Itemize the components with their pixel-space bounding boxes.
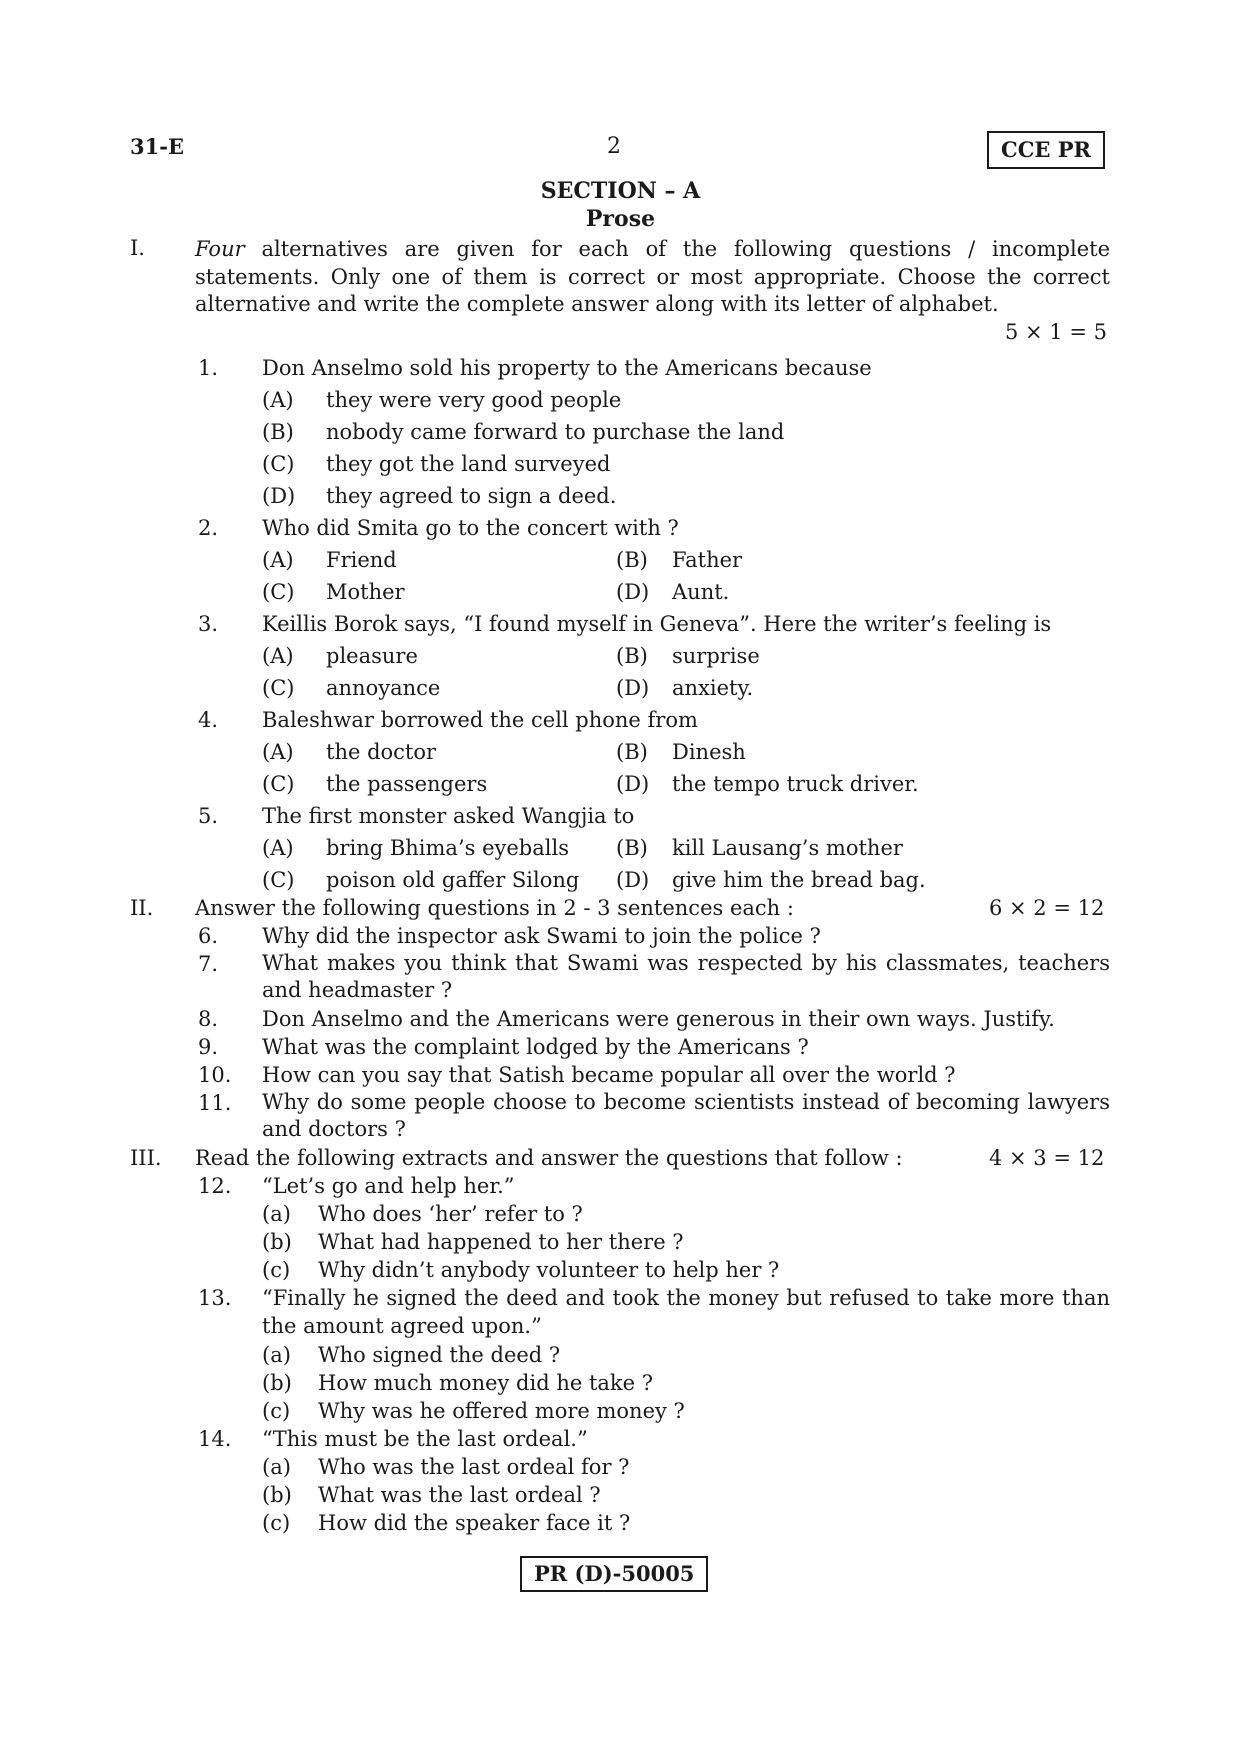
question-number: 6. — [198, 924, 219, 948]
question-text: Baleshwar borrowed the cell phone from — [262, 708, 698, 732]
option-text: poison old gaffer Silong — [326, 868, 580, 892]
section-title: SECTION – A — [540, 178, 701, 204]
part-2-number: II. — [130, 896, 154, 920]
sub-question-label: (c) — [262, 1399, 291, 1423]
question-text: What makes you think that Swami was respected by his classmates, teachers and headmaster ? — [262, 951, 1110, 1002]
option-label: (C) — [262, 452, 295, 476]
option-text: kill Lausang’s mother — [672, 836, 903, 860]
sub-question-label: (b) — [262, 1371, 292, 1395]
question-number: 12. — [198, 1174, 232, 1198]
option-text: Father — [672, 548, 743, 572]
question-text: Why did the inspector ask Swami to join the police ? — [262, 924, 821, 948]
option-text: anxiety. — [672, 676, 754, 700]
option-text: the doctor — [326, 740, 437, 764]
option-text: surprise — [672, 644, 760, 668]
sub-question-label: (a) — [262, 1202, 291, 1226]
option-label: (A) — [262, 548, 294, 572]
question-number: 9. — [198, 1035, 219, 1059]
question-text: How can you say that Satish became popular all over the world ? — [262, 1063, 956, 1087]
part-1-instruction-emphasis: Four — [195, 237, 245, 261]
question-number: 5. — [198, 804, 219, 828]
option-text: they agreed to sign a deed. — [326, 484, 617, 508]
option-label: (B) — [616, 644, 648, 668]
option-label: (B) — [262, 420, 294, 444]
sub-question-text: Who does ‘her’ refer to ? — [318, 1202, 583, 1226]
option-text: the passengers — [326, 772, 488, 796]
question-number: 2. — [198, 516, 219, 540]
option-label: (D) — [616, 868, 650, 892]
option-label: (D) — [616, 772, 650, 796]
question-text: Why do some people choose to become scientists instead of becoming lawyers and doctors ? — [262, 1090, 1110, 1141]
option-text: Mother — [326, 580, 405, 604]
sub-question-label: (c) — [262, 1258, 291, 1282]
question-number: 13. — [198, 1286, 232, 1310]
question-number: 11. — [198, 1091, 232, 1115]
sub-question-text: Why didn’t anybody volunteer to help her ? — [318, 1258, 780, 1282]
cce-pr-badge: CCE PR — [987, 131, 1105, 169]
question-number: 8. — [198, 1007, 219, 1031]
sub-question-text: Why was he offered more money ? — [318, 1399, 685, 1423]
page-number: 2 — [607, 134, 621, 159]
footer-code: PR (D)-50005 — [520, 1556, 708, 1592]
question-number: 14. — [198, 1427, 232, 1451]
option-text: Dinesh — [672, 740, 746, 764]
option-label: (B) — [616, 548, 648, 572]
option-text: nobody came forward to purchase the land — [326, 420, 785, 444]
option-text: give him the bread bag. — [672, 868, 926, 892]
part-3-number: III. — [130, 1146, 162, 1170]
question-number: 3. — [198, 612, 219, 636]
option-label: (A) — [262, 740, 294, 764]
option-text: pleasure — [326, 644, 418, 668]
question-number: 7. — [198, 952, 219, 976]
option-label: (A) — [262, 644, 294, 668]
sub-question-text: Who signed the deed ? — [318, 1343, 561, 1367]
part-2-instruction: Answer the following questions in 2 - 3 sentences each : — [195, 896, 794, 920]
part-3-marks: 4 × 3 = 12 — [989, 1146, 1105, 1170]
option-label: (D) — [616, 676, 650, 700]
option-label: (C) — [262, 772, 295, 796]
option-text: bring Bhima’s eyeballs — [326, 836, 569, 860]
option-text: they were very good people — [326, 388, 622, 412]
option-label: (B) — [616, 836, 648, 860]
question-text: Who did Smita go to the concert with ? — [262, 516, 679, 540]
question-number: 1. — [198, 356, 219, 380]
sub-question-text: How much money did he take ? — [318, 1371, 654, 1395]
sub-question-text: Who was the last ordeal for ? — [318, 1455, 630, 1479]
question-text: Keillis Borok says, “I found myself in Geneva”. Here the writer’s feeling is — [262, 612, 1052, 636]
option-text: annoyance — [326, 676, 441, 700]
sub-question-label: (a) — [262, 1455, 291, 1479]
option-text: Friend — [326, 548, 397, 572]
sub-question-label: (a) — [262, 1343, 291, 1367]
question-number: 10. — [198, 1063, 232, 1087]
question-text: Don Anselmo sold his property to the Americans because — [262, 356, 872, 380]
question-text: The first monster asked Wangjia to — [262, 804, 635, 828]
part-1-instruction-text: alternatives are given for each of the following questions / incomplete statements. Only one of them is correct or most appropriate. Choose the correct alternative and write the complete answer along with its letter of alphabet. — [195, 237, 1110, 316]
option-text: they got the land surveyed — [326, 452, 611, 476]
question-number: 4. — [198, 708, 219, 732]
option-text: Aunt. — [672, 580, 730, 604]
option-label: (D) — [616, 580, 650, 604]
extract-text: “Finally he signed the deed and took the money but refused to take more than the amount agreed upon.” — [262, 1286, 1110, 1338]
option-label: (C) — [262, 868, 295, 892]
option-text: the tempo truck driver. — [672, 772, 919, 796]
option-label: (A) — [262, 388, 294, 412]
section-subtitle: Prose — [585, 206, 656, 232]
sub-question-label: (b) — [262, 1230, 292, 1254]
paper-code: 31-E — [130, 134, 184, 159]
part-1-marks: 5 × 1 = 5 — [1005, 320, 1107, 344]
sub-question-label: (b) — [262, 1483, 292, 1507]
question-text: Don Anselmo and the Americans were generous in their own ways. Justify. — [262, 1007, 1055, 1031]
option-label: (A) — [262, 836, 294, 860]
option-label: (C) — [262, 580, 295, 604]
part-3-instruction: Read the following extracts and answer the questions that follow : — [195, 1146, 903, 1170]
part-1-instruction — [195, 236, 1110, 319]
extract-text: “Let’s go and help her.” — [262, 1174, 515, 1198]
part-1-number: I. — [130, 236, 145, 260]
extract-text: “This must be the last ordeal.” — [262, 1427, 588, 1451]
sub-question-text: How did the speaker face it ? — [318, 1511, 631, 1535]
question-text: What was the complaint lodged by the Americans ? — [262, 1035, 809, 1059]
sub-question-label: (c) — [262, 1511, 291, 1535]
option-label: (D) — [262, 484, 296, 508]
sub-question-text: What was the last ordeal ? — [318, 1483, 601, 1507]
part-2-marks: 6 × 2 = 12 — [989, 896, 1105, 920]
sub-question-text: What had happened to her there ? — [318, 1230, 684, 1254]
option-label: (C) — [262, 676, 295, 700]
option-label: (B) — [616, 740, 648, 764]
